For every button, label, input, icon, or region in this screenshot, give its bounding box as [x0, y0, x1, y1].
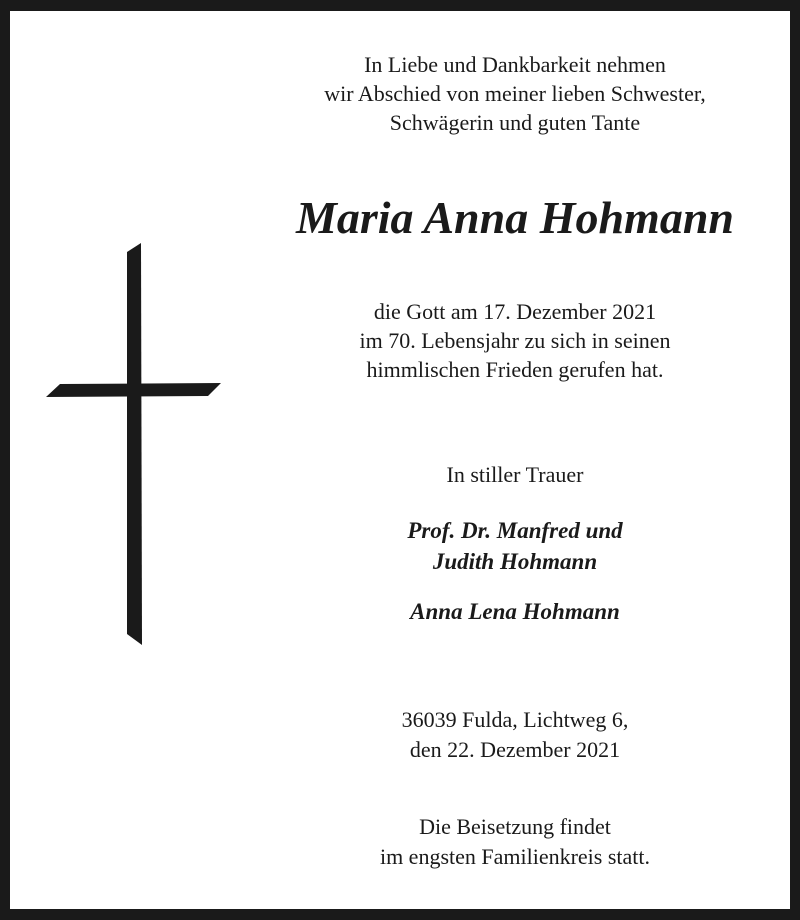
- mourner-line: Judith Hohmann: [432, 549, 598, 574]
- mourner-line: Prof. Dr. Manfred und: [407, 518, 623, 543]
- death-statement-line: im 70. Lebensjahr zu sich in seinen: [359, 328, 671, 353]
- address-date: den 22. Dezember 2021: [409, 737, 621, 762]
- address-block: [250, 705, 780, 765]
- burial-note: [250, 812, 780, 872]
- deceased-name: Maria Anna Hohmann: [295, 192, 735, 243]
- mourners-primary: [250, 515, 780, 577]
- intro-line: In Liebe und Dankbarkeit nehmen: [364, 52, 666, 77]
- intro-text: [250, 50, 780, 137]
- address-line: 36039 Fulda, Lichtweg 6,: [401, 707, 629, 732]
- mourners-secondary: Anna Lena Hohmann: [410, 599, 620, 624]
- burial-note-line: im engsten Familienkreis statt.: [379, 844, 651, 869]
- intro-line: wir Abschied von meiner lieben Schwester,: [324, 81, 706, 106]
- death-statement-line: himmlischen Frieden gerufen hat.: [366, 357, 664, 382]
- death-statement: [250, 297, 780, 384]
- death-statement-line: die Gott am 17. Dezember 2021: [373, 299, 657, 324]
- mourning-line: In stiller Trauer: [446, 462, 584, 487]
- burial-note-line: Die Beisetzung findet: [419, 814, 611, 839]
- intro-line: Schwägerin und guten Tante: [389, 110, 641, 135]
